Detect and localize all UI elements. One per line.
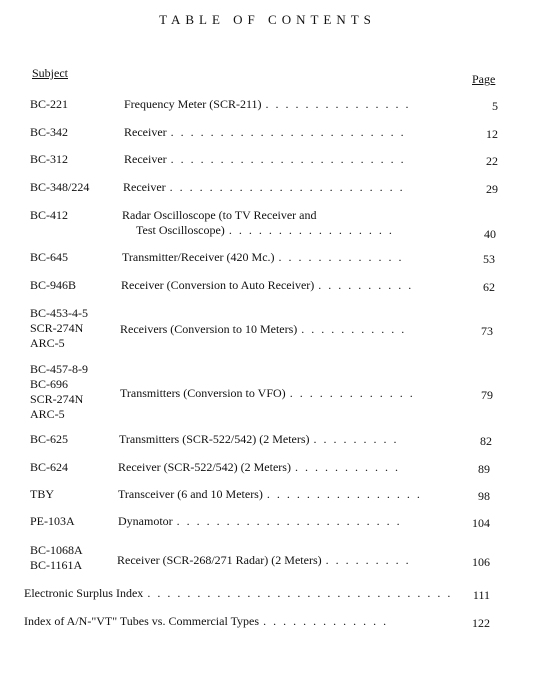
toc-subject-codes — [30, 180, 89, 195]
toc-description — [121, 278, 413, 293]
toc-page-number: 111 — [472, 588, 490, 602]
toc-description — [120, 322, 406, 337]
toc-description-text: Receivers (Conversion to 10 Meters) — [120, 322, 298, 336]
toc-subject-code: BC-457-8-9 — [30, 362, 88, 376]
dot-leader: . . . . . . . . . . . . . . . . . — [228, 223, 394, 237]
toc-description — [123, 180, 405, 195]
toc-description-text: Frequency Meter (SCR-211) — [124, 97, 262, 111]
toc-subject-code: ARC-5 — [30, 407, 65, 421]
toc-description — [120, 386, 415, 401]
toc-subject-code: BC-625 — [30, 432, 69, 446]
toc-page-number: 5 — [492, 99, 498, 113]
toc-index-text: Index of A/N-"VT" Tubes vs. Commercial Types — [24, 614, 260, 628]
toc-description — [118, 487, 422, 502]
toc-subject-code: BC-348/224 — [30, 180, 90, 194]
toc-description — [122, 208, 394, 238]
toc-subject-codes — [30, 97, 68, 112]
toc-description-text: Transmitters (Conversion to VFO) — [120, 386, 286, 400]
toc-subject-codes — [30, 362, 88, 422]
toc-page-number: 62 — [483, 280, 495, 294]
toc-subject-code: BC-1068A — [30, 543, 83, 557]
dot-leader: . . . . . . . . . . . . . . . . . . . . . . . . — [169, 180, 405, 194]
toc-page-number: 106 — [472, 555, 490, 569]
toc-page-number: 53 — [483, 252, 495, 266]
toc-description-text: Transmitter/Receiver (420 Mc.) — [122, 250, 275, 264]
toc-description — [118, 514, 402, 529]
toc-description-text: Test Oscilloscope) — [136, 223, 225, 237]
toc-page-number: 98 — [478, 489, 490, 503]
page-column-header: Page — [472, 72, 496, 86]
dot-leader: . . . . . . . . . . . . . . . . — [266, 487, 422, 501]
toc-subject-code: BC-696 — [30, 377, 69, 391]
toc-description-text: Receiver (SCR-268/271 Radar) (2 Meters) — [117, 553, 322, 567]
toc-subject-code: SCR-274N — [30, 321, 84, 335]
dot-leader: . . . . . . . . . . . — [301, 322, 407, 336]
toc-description-text: Radar Oscilloscope (to TV Receiver and — [122, 208, 317, 222]
toc-subject-codes — [30, 487, 54, 502]
toc-page-number: 122 — [472, 616, 490, 630]
dot-leader: . . . . . . . . . . . . . . . . . . . . . . . . — [170, 125, 406, 139]
toc-description — [117, 553, 411, 568]
toc-page-number: 82 — [480, 434, 492, 448]
toc-description — [119, 432, 399, 447]
dot-leader: . . . . . . . . . — [313, 432, 399, 446]
toc-description-text: Dynamotor — [118, 514, 173, 528]
toc-subject-codes — [30, 432, 68, 447]
toc-description-text: Receiver — [124, 125, 167, 139]
dot-leader: . . . . . . . . . . . . . — [263, 614, 389, 628]
toc-subject-code: BC-453-4-5 — [30, 306, 88, 320]
toc-subject-code: BC-221 — [30, 97, 69, 111]
toc-subject-code: BC-645 — [30, 250, 69, 264]
dot-leader: . . . . . . . . . . . . . . . . . . . . . . . . — [170, 152, 406, 166]
toc-subject-code: PE-103A — [30, 514, 75, 528]
toc-page-number: 40 — [484, 227, 496, 241]
toc-page-number: 22 — [486, 154, 498, 168]
toc-subject-code: BC-1161A — [30, 558, 83, 572]
toc-page-number: 12 — [486, 127, 498, 141]
toc-subject-code: SCR-274N — [30, 392, 84, 406]
toc-subject-code: ARC-5 — [30, 336, 65, 350]
dot-leader: . . . . . . . . . — [325, 553, 411, 567]
toc-description — [122, 250, 404, 265]
toc-index-line — [24, 614, 388, 629]
toc-index-text: Electronic Surplus Index — [24, 586, 144, 600]
toc-description — [124, 125, 406, 140]
toc-subject-codes — [30, 514, 75, 529]
dot-leader: . . . . . . . . . . — [318, 278, 414, 292]
toc-subject-code: BC-412 — [30, 208, 69, 222]
toc-page-number: 73 — [481, 324, 493, 338]
dot-leader: . . . . . . . . . . . . . . . . . . . . . . . — [176, 514, 402, 528]
toc-index-line — [24, 586, 452, 601]
toc-subject-codes — [30, 125, 68, 140]
toc-description-text: Transmitters (SCR-522/542) (2 Meters) — [119, 432, 310, 446]
subject-column-header: Subject — [32, 66, 68, 80]
toc-description-text: Transceiver (6 and 10 Meters) — [118, 487, 263, 501]
toc-subject-code: BC-312 — [30, 152, 69, 166]
dot-leader: . . . . . . . . . . . . . — [289, 386, 415, 400]
toc-description-text: Receiver (Conversion to Auto Receiver) — [121, 278, 315, 292]
toc-description — [124, 152, 406, 167]
toc-subject-codes — [30, 460, 68, 475]
toc-subject-codes — [30, 152, 68, 167]
toc-description-text: Receiver (SCR-522/542) (2 Meters) — [118, 460, 291, 474]
dot-leader: . . . . . . . . . . . . . . . . . . . . . . . . . . . . . . . — [147, 586, 453, 600]
toc-subject-code: BC-342 — [30, 125, 69, 139]
toc-page-number: 29 — [486, 182, 498, 196]
toc-subject-codes — [30, 306, 88, 351]
toc-description-text: Receiver — [123, 180, 166, 194]
toc-page-number: 104 — [472, 516, 490, 530]
toc-subject-code: BC-946B — [30, 278, 77, 292]
toc-subject-codes — [30, 278, 76, 293]
toc-subject-code: TBY — [30, 487, 54, 501]
dot-leader: . . . . . . . . . . . . . — [278, 250, 404, 264]
page-title: TABLE OF CONTENTS — [159, 12, 376, 27]
toc-subject-codes — [30, 543, 83, 573]
toc-description — [124, 97, 411, 112]
dot-leader: . . . . . . . . . . . . . . . — [265, 97, 411, 111]
toc-subject-codes — [30, 250, 68, 265]
toc-subject-code: BC-624 — [30, 460, 69, 474]
toc-page-number: 79 — [481, 388, 493, 402]
toc-description — [118, 460, 400, 475]
toc-page-number: 89 — [478, 462, 490, 476]
dot-leader: . . . . . . . . . . . — [294, 460, 400, 474]
toc-description-text: Receiver — [124, 152, 167, 166]
toc-subject-codes — [30, 208, 68, 223]
